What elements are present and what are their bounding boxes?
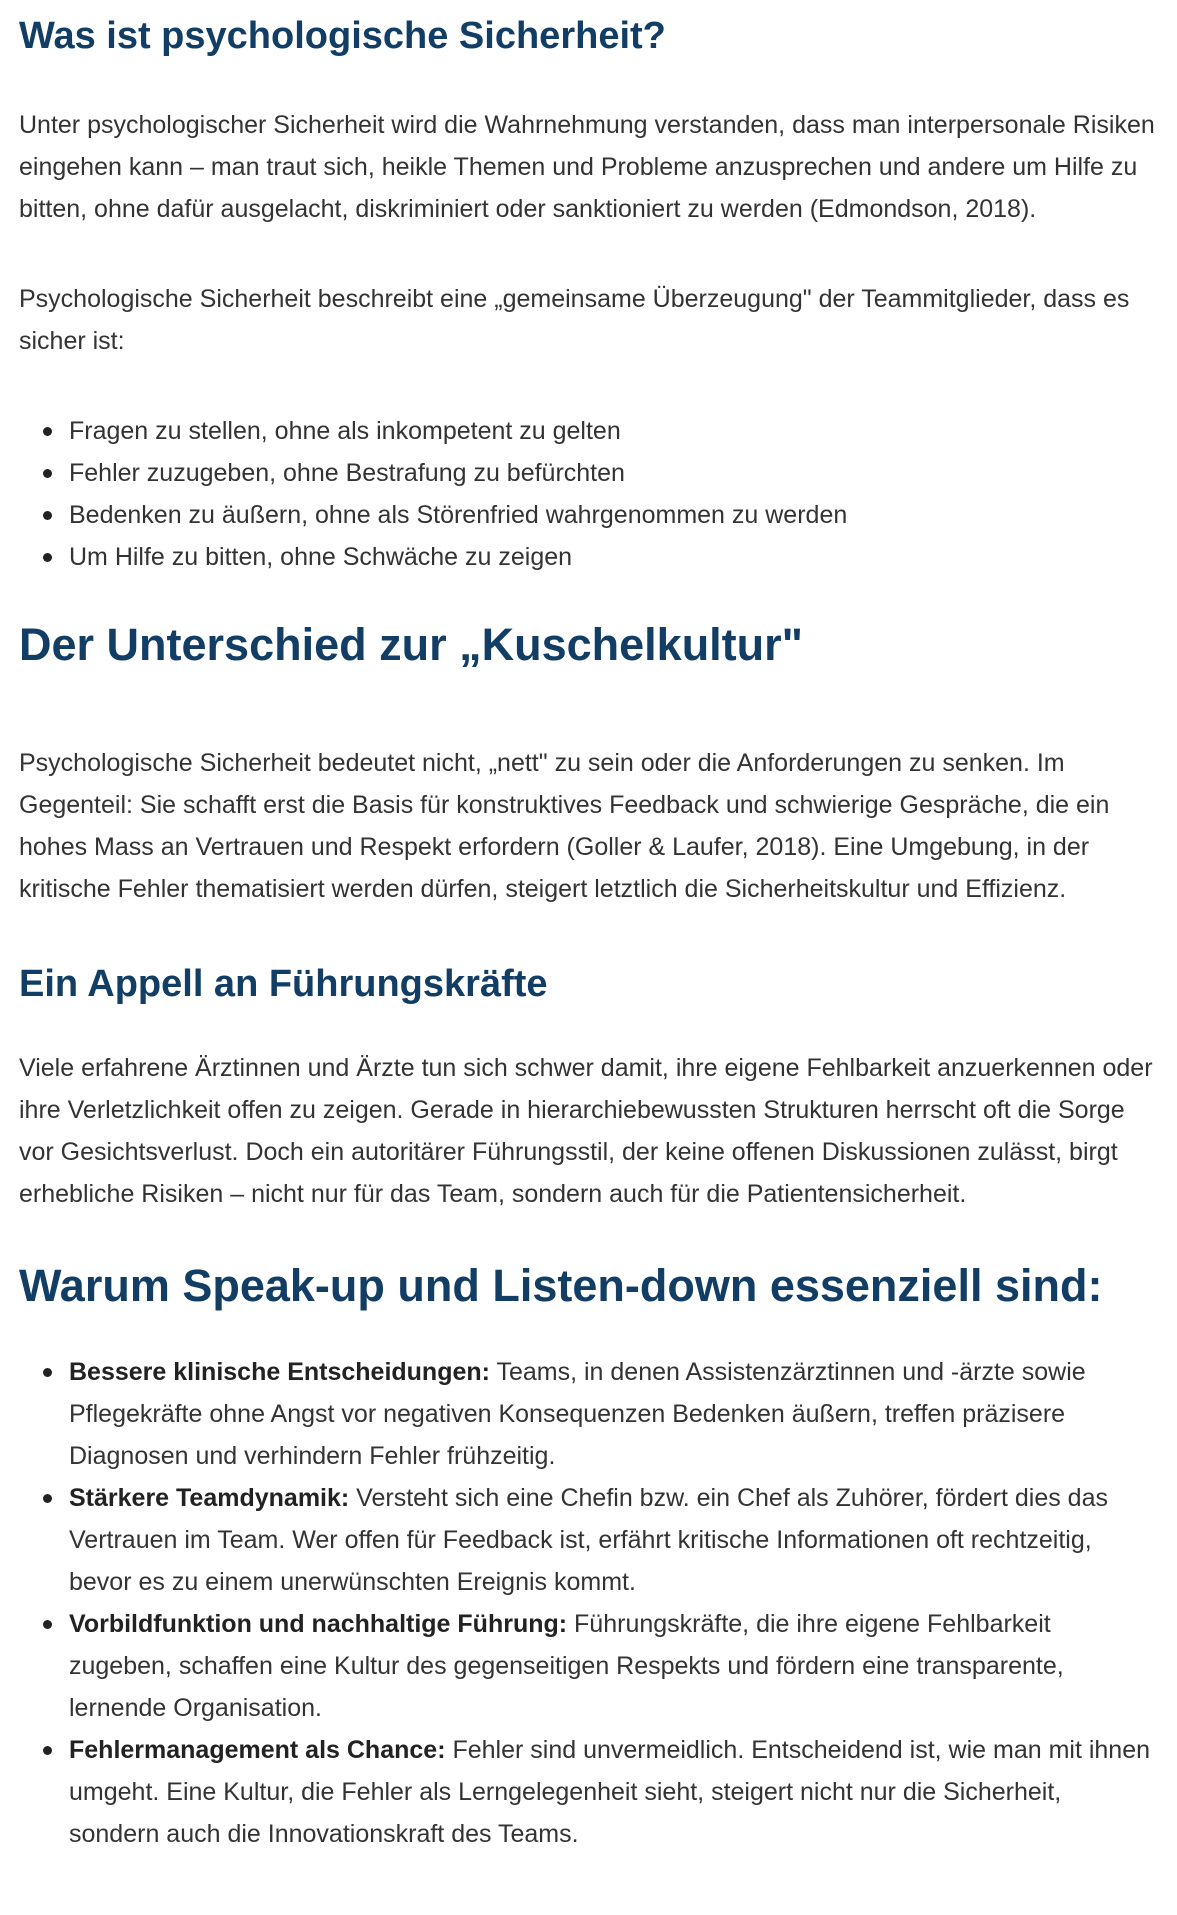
list-item-text: Fehler sind unvermeidlich. Entscheidend ist, wie man mit ihnen umgeht. Eine Kultur, die Fehler als Lerngelegenheit sieht, steigert nicht nur die Sicherheit, sondern auch die Innovationskraft des Teams. — [69, 1736, 1151, 1849]
list-item: Fehler zuzugeben, ohne Bestrafung zu befürchten — [69, 452, 1158, 494]
section-heading-psychological-safety: Was ist psychologische Sicherheit? — [19, 15, 666, 57]
section-heading-kuschelkultur: Der Unterschied zur „Kuschelkultur" — [19, 618, 804, 670]
list-item — [69, 1351, 1158, 1477]
list-item: Bedenken zu äußern, ohne als Störenfried wahrgenommen zu werden — [69, 494, 1158, 536]
paragraph-leadership-appeal: Viele erfahrene Ärztinnen und Ärzte tun sich schwer damit, ihre eigene Fehlbarkeit anzuerkennen oder ihre Verletzlichkeit offen zu zeigen. Gerade in hierarchiebewussten Strukturen herrscht oft die Sorge vor Gesichtsverlust. Doch ein autoritärer Führungsstil, der keine offenen Diskussionen zulässt, birgt erhebliche Risiken – nicht nur für das Team, sondern auch für die Patientensicherheit. — [19, 1054, 1153, 1209]
paragraph-shared-belief: Psychologische Sicherheit beschreibt eine „gemeinsame Überzeugung" der Teammitglieder, dass es sicher ist: — [19, 284, 1130, 355]
list-item — [69, 1477, 1158, 1603]
list-item — [69, 1729, 1158, 1855]
bullet-list-safe-behaviors — [19, 410, 1158, 578]
list-item-text: Teams, in denen Assistenzärztinnen und -ärzte sowie Pflegekräfte ohne Angst vor negativen Konsequenzen Bedenken äußern, treffen präzisere Diagnosen und verhindern Fehler frühzeitig. — [69, 1358, 1086, 1471]
list-item-term: Stärkere Teamdynamik: — [69, 1484, 350, 1513]
paragraph-kuschelkultur: Psychologische Sicherheit bedeutet nicht, „nett" zu sein oder die Anforderungen zu senken. Im Gegenteil: Sie schafft erst die Basis für konstruktives Feedback und schwierige Gespräche, die ein hohes Mass an Vertrauen und Respekt erfordern (Goller & Laufer, 2018). Eine Umgebung, in der kritische Fehler thematisiert werden dürfen, steigert letztlich die Sicherheitskultur und Effizienz. — [19, 748, 1110, 903]
list-item-text: Versteht sich eine Chefin bzw. ein Chef als Zuhörer, fördert dies das Vertrauen im Team. Wer offen für Feedback ist, erfährt kritische Informationen oft rechtzeitig, bevor es zu einem unerwünschten Ereignis kommt. — [69, 1484, 1108, 1597]
list-item-term: Fehlermanagement als Chance: — [69, 1736, 446, 1765]
list-item-text: Führungskräfte, die ihre eigene Fehlbarkeit zugeben, schaffen eine Kultur des gegenseitigen Respekts und fördern eine transparente, lernende Organisation. — [69, 1610, 1064, 1723]
list-item-term: Bessere klinische Entscheidungen: — [69, 1358, 490, 1387]
list-item: Fragen zu stellen, ohne als inkompetent zu gelten — [69, 410, 1158, 452]
paragraph-definition: Unter psychologischer Sicherheit wird die Wahrnehmung verstanden, dass man interpersonale Risiken eingehen kann – man traut sich, heikle Themen und Probleme anzusprechen und andere um Hilfe zu bitten, ohne dafür ausgelacht, diskriminiert oder sanktioniert zu werden (Edmondson, 2018). — [19, 110, 1155, 223]
list-item-term: Vorbildfunktion und nachhaltige Führung: — [69, 1610, 568, 1639]
list-item — [69, 1603, 1158, 1729]
section-heading-leadership-appeal: Ein Appell an Führungskräfte — [19, 962, 548, 1005]
bullet-list-speak-up-reasons — [19, 1351, 1158, 1855]
list-item: Um Hilfe zu bitten, ohne Schwäche zu zeigen — [69, 536, 1158, 578]
section-heading-speak-up: Warum Speak-up und Listen-down essenziell sind: — [19, 1260, 1103, 1312]
